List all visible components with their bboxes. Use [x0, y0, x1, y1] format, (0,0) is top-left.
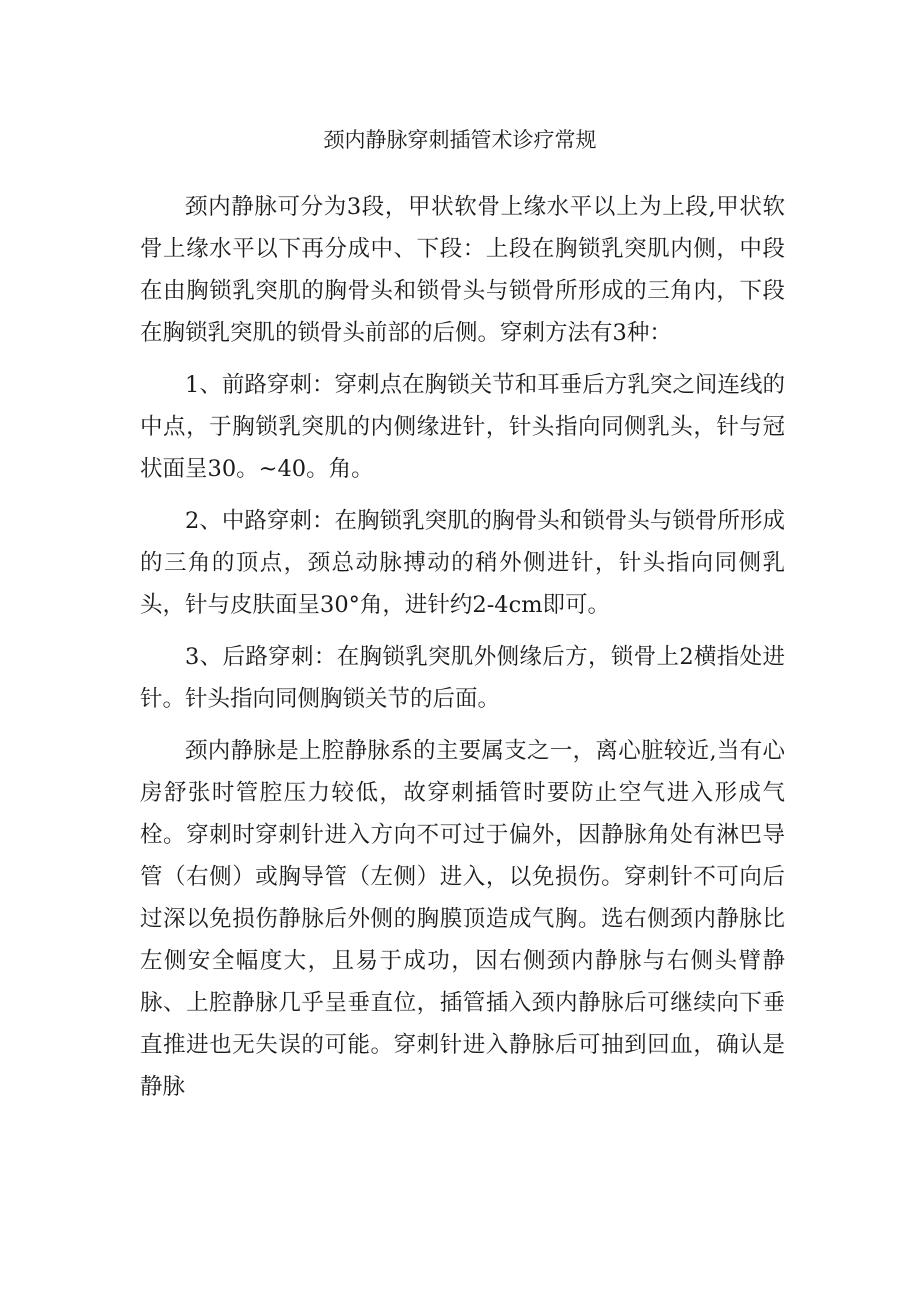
document-title: 颈内静脉穿刺插管术诊疗常规 — [323, 128, 597, 152]
paragraph-precautions: 颈内静脉是上腔静脉系的主要属支之一，离心脏较近,当有心房舒张时管腔压力较低，故穿刺插管时要防止空气进入形成气栓。穿刺时穿刺针进入方向不可过于偏外，因静脉角处有淋巴导管（右侧）或胸导管（左侧）进入，以免损伤。穿刺针不可向后过深以免损伤静脉后外侧的胸膜顶造成气胸。选右侧颈内静脉比左侧安全幅度大，且易于成功，因右侧颈内静脉与右侧头臂静脉、上腔静脉几乎呈垂直位，插管插入颈内静脉后可继续向下垂直推进也无失误的可能。穿刺针进入静脉后可抽到回血，确认是静脉 — [140, 738, 785, 1100]
paragraph-posterior-approach: 3、后路穿刺：在胸锁乳突肌外侧缘后方，锁骨上2横指处进针。针头指向同侧胸锁关节的后面。 — [140, 644, 785, 712]
paragraph-intro: 颈内静脉可分为3段，甲状软骨上缘水平以上为上段,甲状软骨上缘水平以下再分成中、下段：上段在胸锁乳突肌内侧，中段在由胸锁乳突肌的胸骨头和锁骨头与锁骨所形成的三角内，下段在胸锁乳突肌的锁骨头前部的后侧。穿刺方法有3种： — [140, 194, 785, 346]
document-body — [140, 186, 785, 1118]
paragraph-central-approach: 2、中路穿刺：在胸锁乳突肌的胸骨头和锁骨头与锁骨所形成的三角的顶点，颈总动脉搏动的稍外侧进针，针头指向同侧乳头，针与皮肤面呈30°角，进针约2-4cm即可。 — [140, 508, 785, 618]
paragraph-anterior-approach: 1、前路穿刺：穿刺点在胸锁关节和耳垂后方乳突之间连线的中点，于胸锁乳突肌的内侧缘进针，针头指向同侧乳头，针与冠状面呈30。~40。角。 — [140, 372, 785, 482]
